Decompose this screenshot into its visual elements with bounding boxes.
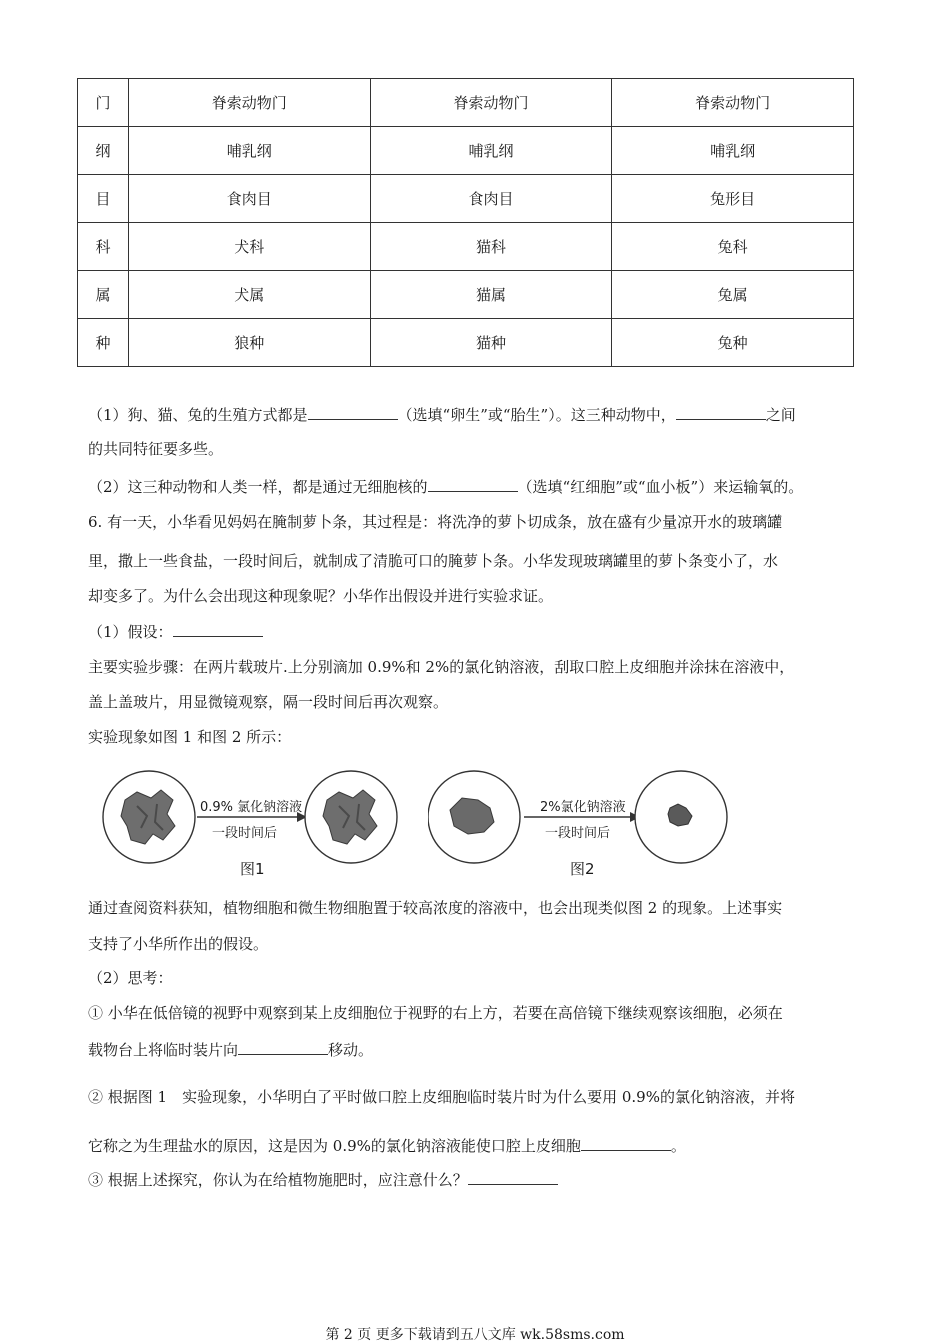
table-cell: 狼种	[128, 319, 370, 367]
table-cell: 猫属	[370, 271, 612, 319]
table-cell: 食肉目	[128, 175, 370, 223]
table-cell: 猫种	[370, 319, 612, 367]
table-cell: 脊索动物门	[370, 79, 612, 127]
table-cell: 兔属	[612, 271, 854, 319]
fig2-caption: 图2	[570, 860, 595, 878]
table-row	[78, 175, 854, 223]
table-cell: 种	[78, 319, 129, 367]
fig2-solution-label: 2%氯化钠溶液	[540, 800, 626, 815]
fig1-solution-label: 0.9% 氯化钠溶液	[200, 800, 303, 815]
answer-blank[interactable]	[173, 622, 263, 637]
q6-steps1: 主要实验步骤：在两片载玻片.上分别滴加 0.9%和 2%的氯化钠溶液，刮取口腔上皮细胞并涂抹在溶液中，	[88, 658, 795, 676]
q6-result2: 支持了小华所作出的假设。	[88, 935, 269, 953]
table-cell: 兔科	[612, 223, 854, 271]
table-cell: 属	[78, 271, 129, 319]
table-cell: 哺乳纲	[370, 127, 612, 175]
answer-blank[interactable]	[468, 1170, 558, 1185]
page-footer: 第 2 页 更多下载请到五八文库 wk.58sms.com	[325, 1327, 625, 1343]
q5-part1-cont: 的共同特征要多些。	[88, 440, 224, 458]
fig2-time-label: 一段时间后	[545, 826, 611, 841]
table-row	[78, 223, 854, 271]
classification-table	[77, 78, 854, 367]
q6-line1: 6. 有一天，小华看见妈妈在腌制萝卜条，其过程是：将洗净的萝卜切成条，放在盛有少量凉开水的玻璃罐	[88, 513, 783, 531]
answer-blank[interactable]	[238, 1040, 328, 1055]
table-cell: 兔形目	[612, 175, 854, 223]
table-cell: 兔种	[612, 319, 854, 367]
q6-hypothesis: （1）假设：	[88, 622, 263, 642]
table-row	[78, 127, 854, 175]
table-cell: 哺乳纲	[128, 127, 370, 175]
table-cell: 犬属	[128, 271, 370, 319]
q6-think1-cont: 载物台上将临时装片向 移动。	[88, 1041, 374, 1059]
q6-line3: 却变多了。为什么会出现这种现象呢？小华作出假设并进行实验求证。	[88, 587, 554, 605]
table-row	[78, 79, 854, 127]
q6-result1: 通过查阅资料获知，植物细胞和微生物细胞置于较高浓度的溶液中，也会出现类似图 2 的现象。上述事实	[88, 899, 783, 917]
table-cell: 科	[78, 223, 129, 271]
table-cell: 食肉目	[370, 175, 612, 223]
q6-think3: ③ 根据上述探究，你认为在给植物施肥时，应注意什么？	[88, 1170, 558, 1190]
answer-blank[interactable]	[308, 405, 398, 420]
q5-part1: （1）狗、猫、兔的生殖方式都是 （选填“卵生”或“胎生”）。这三种动物中， 之间	[88, 406, 796, 424]
table-cell: 门	[78, 79, 129, 127]
q6-think1: ① 小华在低倍镜的视野中观察到某上皮细胞位于视野的右上方，若要在高倍镜下继续观察该细胞，必须在	[88, 1004, 783, 1022]
answer-blank[interactable]	[428, 477, 518, 492]
q6-think: （2）思考：	[88, 969, 173, 987]
table-cell: 目	[78, 175, 129, 223]
table-row	[78, 271, 854, 319]
q6-think2: ② 根据图 1 实验现象，小华明白了平时做口腔上皮细胞临时装片时为什么要用 0.9%的氯化钠溶液，并将	[88, 1088, 795, 1106]
answer-blank[interactable]	[581, 1136, 671, 1151]
table-row	[78, 319, 854, 367]
q6-line2: 里，撒上一些食盐，一段时间后，就制成了清脆可口的腌萝卜条。小华发现玻璃罐里的萝卜条变小了，水	[88, 552, 779, 570]
table-cell: 脊索动物门	[128, 79, 370, 127]
q6-steps3: 实验现象如图 1 和图 2 所示：	[88, 728, 292, 746]
table-cell: 猫科	[370, 223, 612, 271]
table-cell: 犬科	[128, 223, 370, 271]
fig1-time-label: 一段时间后	[212, 826, 278, 841]
table-cell: 纲	[78, 127, 129, 175]
fig1-caption: 图1	[240, 860, 265, 878]
table-cell: 脊索动物门	[612, 79, 854, 127]
q6-think2-cont: 它称之为生理盐水的原因，这是因为 0.9%的氯化钠溶液能使口腔上皮细胞 。	[88, 1137, 686, 1155]
q5-part2: （2）这三种动物和人类一样，都是通过无细胞核的 （选填“红细胞”或“血小板”）来运输氧的。	[88, 478, 804, 496]
answer-blank[interactable]	[676, 405, 766, 420]
table-cell: 哺乳纲	[612, 127, 854, 175]
q6-steps2: 盖上盖玻片，用显微镜观察，隔一段时间后再次观察。	[88, 693, 449, 711]
